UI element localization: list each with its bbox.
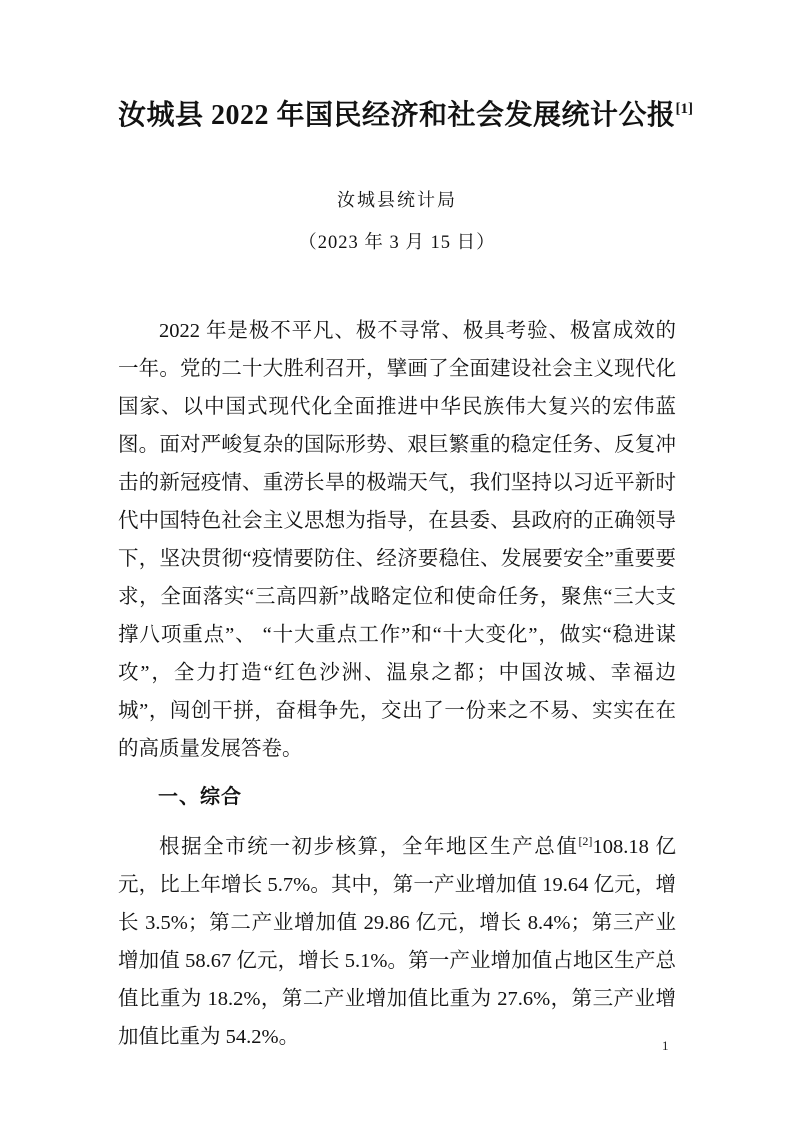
title-footnote-ref: [1] xyxy=(675,101,694,117)
document-title-text: 汝城县 2022 年国民经济和社会发展统计公报 xyxy=(118,100,676,131)
page-number: 1 xyxy=(662,1038,669,1053)
document-title xyxy=(118,88,694,137)
gdp-paragraph xyxy=(118,822,676,1056)
gdp-paragraph-lead: 根据全市统一初步核算，全年地区生产总值 xyxy=(159,836,579,858)
gdp-footnote-ref: [2] xyxy=(578,834,593,848)
publication-date: （2023 年 3 月 15 日） xyxy=(298,233,496,253)
section-heading-overview: 一、综合 xyxy=(158,784,242,808)
intro-paragraph: 2022 年是极不平凡、极不寻常、极具考验、极富成效的一年。党的二十大胜利召开，擘画了全面建设社会主义现代化国家、以中国式现代化全面推进中华民族伟大复兴的宏伟蓝图。面对严峻复杂的国际形势、艰巨繁重的稳定任务、反复冲击的新冠疫情、重涝长旱的极端天气，我们坚持以习近平新时代中国特色社会主义思想为指导，在县委、县政府的正确领导下，坚决贯彻“疫情要防住、经济要稳住、发展要安全”重要要求，全面落实“三高四新”战略定位和使命任务，聚焦“三大支撑八项重点”、 “十大重点工作”和“十大变化”，做实“稳进谋攻”，全力打造“红色沙洲、温泉之都；中国汝城、幸福边城”，闯创干拼，奋楫争先，交出了一份来之不易、实实在在的高质量发展答卷。 xyxy=(118,320,676,760)
document-content xyxy=(0,88,793,1056)
issuing-agency: 汝城县统计局 xyxy=(337,190,457,210)
gdp-paragraph-rest: 108.18 亿元，比上年增长 5.7%。其中，第一产业增加值 19.64 亿元，增长 3.5%；第二产业增加值 29.86 亿元，增长 8.4%；第三产业增加值 58.67 亿元，增长 5.1%。第一产业增加值占地区生产总值比重为 18.2%，第二产业增加值比重为 27.6%，第三产业增加值比重为 54.2%。 xyxy=(118,836,677,1048)
